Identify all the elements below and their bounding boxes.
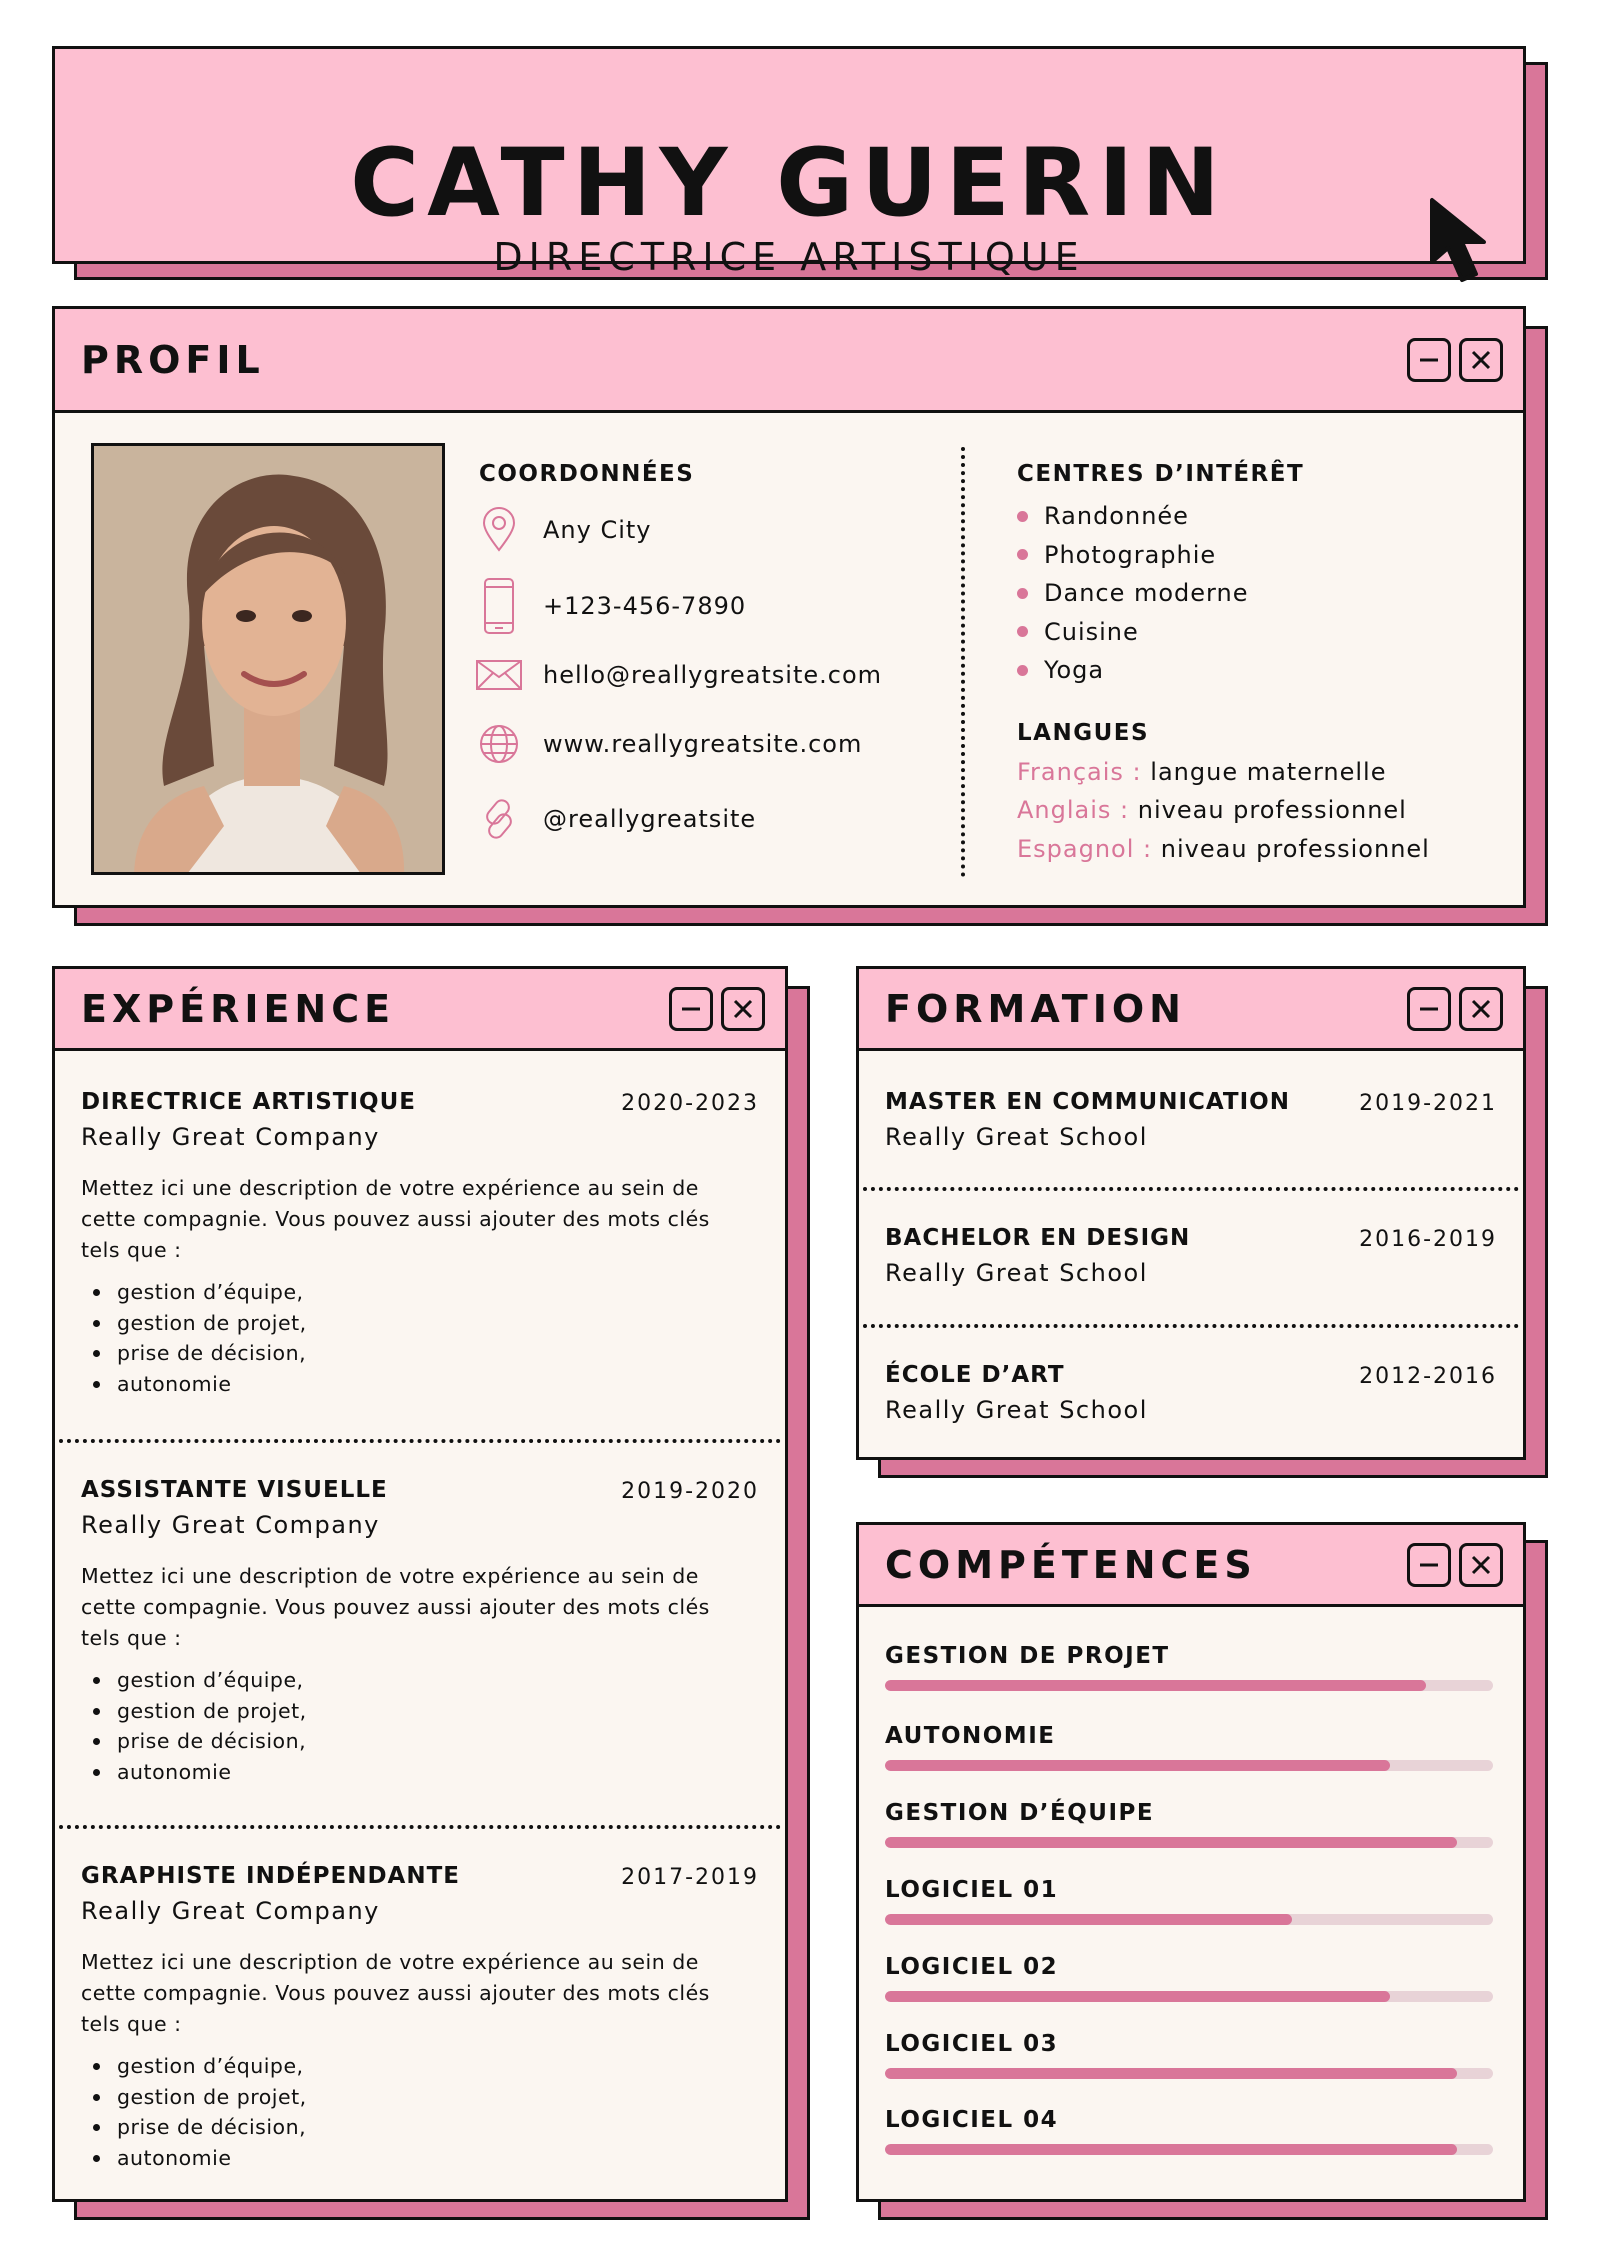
close-icon bbox=[1468, 1552, 1494, 1578]
contact-phone bbox=[469, 577, 746, 635]
globe-icon bbox=[478, 723, 520, 765]
skill-bar-fill bbox=[885, 2068, 1457, 2079]
education-window bbox=[856, 966, 1526, 1460]
portrait-illustration bbox=[94, 446, 445, 875]
job-description: Mettez ici une description de votre expérience au sein de cette compagnie. Vous pouvez aussi ajouter des mots clés tels que : bbox=[81, 1950, 710, 2036]
skill-bar-fill bbox=[885, 1914, 1292, 1925]
minimize-button[interactable] bbox=[1407, 338, 1451, 382]
profile-photo bbox=[91, 443, 445, 875]
language-level: niveau professionnel bbox=[1137, 796, 1407, 824]
profile-divider bbox=[961, 447, 965, 877]
experience-window bbox=[52, 966, 788, 2202]
degree-years: 2012-2016 bbox=[1359, 1364, 1497, 1389]
education-titlebar bbox=[859, 969, 1523, 1051]
profile-window bbox=[52, 306, 1526, 908]
skills-titlebar bbox=[859, 1525, 1523, 1607]
list-item: gestion de projet, bbox=[117, 1308, 307, 1339]
skill-bar bbox=[885, 2068, 1493, 2079]
skills-list bbox=[859, 1607, 1523, 2197]
bullet-dot bbox=[1017, 511, 1028, 522]
job-years: 2020-2023 bbox=[621, 1091, 759, 1116]
minimize-button[interactable] bbox=[669, 987, 713, 1031]
school-name: Really Great School bbox=[885, 1259, 1148, 1287]
window-controls bbox=[1407, 338, 1503, 382]
skill-bar bbox=[885, 1991, 1493, 2002]
skill-bar-fill bbox=[885, 1991, 1390, 2002]
contact-email-text[interactable]: hello@reallygreatsite.com bbox=[543, 661, 883, 689]
keyword-list bbox=[117, 2051, 307, 2173]
job-title: DIRECTRICE ARTISTIQUE bbox=[81, 1089, 416, 1115]
skill-bar bbox=[885, 1680, 1493, 1691]
profile-body bbox=[55, 413, 1523, 908]
languages-heading: LANGUES bbox=[1017, 719, 1150, 746]
skills-window bbox=[856, 1522, 1526, 2202]
contact-phone-text: +123-456-7890 bbox=[543, 592, 747, 620]
list-item: gestion d’équipe, bbox=[117, 1277, 307, 1308]
language-item bbox=[1017, 796, 1497, 835]
experience-item bbox=[55, 1051, 785, 1436]
close-icon bbox=[1468, 347, 1494, 373]
minimize-icon bbox=[1416, 347, 1442, 373]
bullet-dot bbox=[1017, 549, 1028, 560]
candidate-name: CATHY GUERIN bbox=[350, 129, 1228, 238]
location-pin-icon bbox=[481, 507, 517, 553]
job-title: ASSISTANTE VISUELLE bbox=[81, 1477, 388, 1503]
interests-heading: CENTRES D’INTÉRÊT bbox=[1017, 461, 1305, 487]
skill-bar-fill bbox=[885, 2144, 1457, 2155]
close-button[interactable] bbox=[1459, 987, 1503, 1031]
interest-label: Photographie bbox=[1044, 540, 1217, 569]
minimize-icon bbox=[678, 996, 704, 1022]
education-heading: FORMATION bbox=[885, 986, 1186, 1031]
cursor-icon bbox=[1428, 196, 1508, 288]
job-description: Mettez ici une description de votre expérience au sein de cette compagnie. Vous pouvez aussi ajouter des mots clés tels que : bbox=[81, 1564, 710, 1650]
skill-bar-fill bbox=[885, 1837, 1457, 1848]
list-item: gestion de projet, bbox=[117, 2082, 307, 2113]
degree-years: 2019-2021 bbox=[1359, 1091, 1497, 1116]
window-controls bbox=[1407, 1543, 1503, 1587]
minimize-icon bbox=[1416, 996, 1442, 1022]
language-name: Anglais : bbox=[1017, 796, 1130, 824]
interest-item bbox=[1017, 536, 1497, 575]
list-item: gestion d’équipe, bbox=[117, 1665, 307, 1696]
company-name: Really Great Company bbox=[81, 1897, 380, 1925]
interests-section bbox=[1017, 461, 1497, 873]
profile-titlebar bbox=[55, 309, 1523, 413]
skill-bar bbox=[885, 1760, 1493, 1771]
list-item: autonomie bbox=[117, 1369, 307, 1400]
degree-title: ÉCOLE D’ART bbox=[885, 1362, 1065, 1388]
contact-location bbox=[469, 507, 652, 553]
header-window bbox=[52, 46, 1526, 279]
language-name: Français : bbox=[1017, 757, 1142, 786]
skill-label: AUTONOMIE bbox=[885, 1723, 1056, 1749]
contact-website-text[interactable]: www.reallygreatsite.com bbox=[543, 730, 863, 758]
skill-label: GESTION D’ÉQUIPE bbox=[885, 1800, 1155, 1826]
skill-bar bbox=[885, 2144, 1493, 2155]
language-name: Espagnol : bbox=[1017, 834, 1153, 863]
skill-label: LOGICIEL 01 bbox=[885, 1877, 1059, 1903]
job-years: 2019-2020 bbox=[621, 1479, 759, 1504]
contact-heading: COORDONNÉES bbox=[479, 461, 695, 487]
skill-label: LOGICIEL 03 bbox=[885, 2031, 1059, 2057]
skill-label: LOGICIEL 02 bbox=[885, 1954, 1059, 1980]
job-description: Mettez ici une description de votre expérience au sein de cette compagnie. Vous pouvez aussi ajouter des mots clés tels que : bbox=[81, 1176, 710, 1262]
experience-item bbox=[55, 1825, 785, 2200]
interest-label: Randonnée bbox=[1044, 502, 1189, 531]
mail-icon bbox=[475, 659, 523, 691]
company-name: Really Great Company bbox=[81, 1511, 380, 1539]
contact-list bbox=[469, 413, 929, 908]
language-level: niveau professionnel bbox=[1160, 834, 1430, 863]
skill-label: LOGICIEL 04 bbox=[885, 2107, 1059, 2133]
close-button[interactable] bbox=[1459, 1543, 1503, 1587]
candidate-title: DIRECTRICE ARTISTIQUE bbox=[493, 235, 1085, 279]
link-icon bbox=[477, 797, 521, 841]
minimize-button[interactable] bbox=[1407, 1543, 1451, 1587]
keyword-list bbox=[117, 1277, 307, 1399]
interest-item bbox=[1017, 651, 1497, 690]
education-item bbox=[859, 1324, 1523, 1460]
school-name: Really Great School bbox=[885, 1123, 1148, 1151]
interest-item bbox=[1017, 574, 1497, 613]
bullet-dot bbox=[1017, 588, 1028, 599]
skill-label: GESTION DE PROJET bbox=[885, 1643, 1170, 1669]
bullet-dot bbox=[1017, 626, 1028, 637]
language-level: langue maternelle bbox=[1150, 757, 1387, 786]
job-years: 2017-2019 bbox=[621, 1865, 759, 1890]
skill-bar bbox=[885, 1914, 1493, 1925]
experience-item bbox=[55, 1439, 785, 1824]
job-title: GRAPHISTE INDÉPENDANTE bbox=[81, 1863, 460, 1889]
phone-icon bbox=[481, 577, 517, 635]
contact-location-text: Any City bbox=[543, 516, 652, 544]
skill-bar-fill bbox=[885, 1680, 1426, 1691]
degree-title: BACHELOR EN DESIGN bbox=[885, 1225, 1191, 1251]
window-controls bbox=[669, 987, 765, 1031]
contact-email bbox=[469, 659, 882, 691]
close-button[interactable] bbox=[721, 987, 765, 1031]
contact-website bbox=[469, 723, 862, 765]
list-item: autonomie bbox=[117, 1757, 307, 1788]
education-item bbox=[859, 1051, 1523, 1187]
close-icon bbox=[730, 996, 756, 1022]
close-button[interactable] bbox=[1459, 338, 1503, 382]
window-controls bbox=[1407, 987, 1503, 1031]
bullet-dot bbox=[1017, 665, 1028, 676]
list-item: autonomie bbox=[117, 2143, 307, 2174]
education-item bbox=[859, 1187, 1523, 1323]
skill-bar bbox=[885, 1837, 1493, 1848]
skill-bar-fill bbox=[885, 1760, 1390, 1771]
list-item: gestion de projet, bbox=[117, 1696, 307, 1727]
close-icon bbox=[1468, 996, 1494, 1022]
language-item bbox=[1017, 758, 1497, 797]
school-name: Really Great School bbox=[885, 1396, 1148, 1424]
list-item: gestion d’équipe, bbox=[117, 2051, 307, 2082]
experience-heading: EXPÉRIENCE bbox=[81, 986, 396, 1031]
language-item bbox=[1017, 835, 1497, 874]
interest-item bbox=[1017, 613, 1497, 652]
keyword-list bbox=[117, 1665, 307, 1787]
skills-heading: COMPÉTENCES bbox=[885, 1542, 1257, 1587]
contact-social-text[interactable]: @reallygreatsite bbox=[543, 805, 757, 833]
list-item: prise de décision, bbox=[117, 1338, 307, 1369]
interest-label: Cuisine bbox=[1044, 617, 1139, 646]
list-item: prise de décision, bbox=[117, 1726, 307, 1757]
company-name: Really Great Company bbox=[81, 1123, 380, 1151]
degree-title: MASTER EN COMMUNICATION bbox=[885, 1089, 1290, 1115]
interest-item bbox=[1017, 497, 1497, 536]
interest-label: Yoga bbox=[1044, 656, 1105, 685]
list-item: prise de décision, bbox=[117, 2112, 307, 2143]
profile-heading: PROFIL bbox=[81, 337, 265, 382]
minimize-button[interactable] bbox=[1407, 987, 1451, 1031]
experience-titlebar bbox=[55, 969, 785, 1051]
minimize-icon bbox=[1416, 1552, 1442, 1578]
degree-years: 2016-2019 bbox=[1359, 1227, 1497, 1252]
contact-social bbox=[469, 797, 756, 841]
interest-label: Dance moderne bbox=[1044, 579, 1249, 608]
